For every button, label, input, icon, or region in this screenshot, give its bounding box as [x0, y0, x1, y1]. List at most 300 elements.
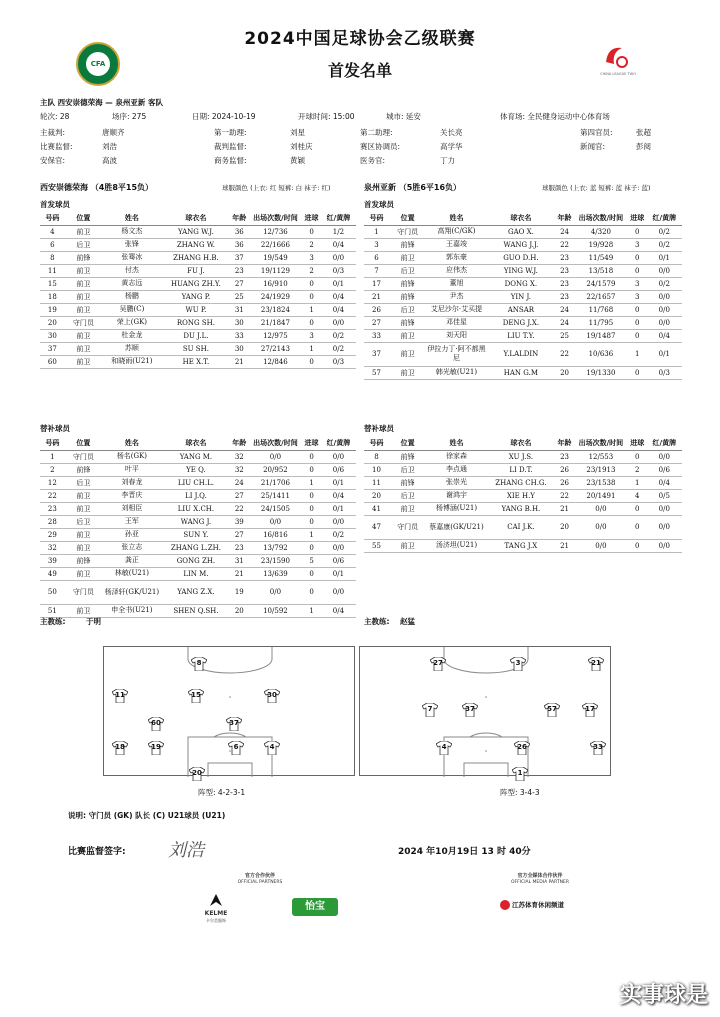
- player-cell: 前卫: [65, 342, 102, 355]
- player-cell: 50: [40, 580, 65, 604]
- player-cell: 41: [364, 502, 389, 515]
- player-cell: 杨泽轩(GK/U21): [102, 580, 162, 604]
- player-cell: 前卫: [65, 541, 102, 554]
- league-title: 2024中国足球协会乙级联赛: [244, 29, 476, 49]
- player-cell: 33: [230, 329, 249, 342]
- player-cell: 吴鹏(C): [102, 303, 162, 316]
- official-name: 刘浩: [102, 142, 117, 151]
- player-cell: 2: [40, 463, 65, 476]
- player-cell: 23: [230, 541, 249, 554]
- player-cell: 0/0: [647, 502, 682, 515]
- player-cell: 22: [555, 489, 574, 502]
- column-header: 进球: [628, 212, 647, 225]
- player-cell: 蔡嘉康(GK/U21): [426, 515, 486, 539]
- home-coach-label: 主教练:: [40, 617, 66, 626]
- player-cell: 20: [555, 515, 574, 539]
- player-shirt-icon: [228, 741, 244, 755]
- player-cell: 前锋: [389, 450, 426, 463]
- player-cell: 0: [302, 450, 321, 463]
- player-cell: 0: [302, 225, 321, 238]
- player-cell: 0: [628, 366, 647, 379]
- player-cell: YANG W.J.: [162, 225, 230, 238]
- player-cell: ZHANG L.ZH.: [162, 541, 230, 554]
- player-cell: GAO X.: [487, 225, 556, 238]
- column-header: 红/黄牌: [647, 437, 682, 450]
- player-cell: 1: [364, 225, 389, 238]
- player-shirt-icon: [588, 657, 604, 671]
- player-cell: 20: [40, 316, 65, 329]
- home-team-title: 西安崇德荣海 （4胜8平15负）: [40, 183, 154, 192]
- player-cell: 守门员: [389, 225, 426, 238]
- player-cell: 10: [364, 463, 389, 476]
- player-shirt-icon: [148, 741, 164, 755]
- player-cell: 2: [302, 264, 321, 277]
- player-cell: 0: [302, 290, 321, 303]
- player-cell: YING W.J.: [487, 264, 556, 277]
- player-cell: 0/0: [574, 515, 628, 539]
- player-row: [364, 539, 682, 552]
- partner1-en: OFFICIAL PARTNERS: [237, 880, 283, 885]
- player-cell: 12: [40, 476, 65, 489]
- column-header: 号码: [40, 212, 65, 225]
- player-cell: 21: [364, 290, 389, 303]
- player-cell: 17: [364, 277, 389, 290]
- shirt-number: 60: [151, 719, 161, 727]
- player-cell: 前卫: [389, 539, 426, 552]
- player-cell: HE X.T.: [162, 355, 230, 368]
- player-cell: 前卫: [65, 604, 102, 617]
- player-cell: 董旭: [426, 277, 486, 290]
- player-row: [364, 238, 682, 251]
- player-cell: 谢鸿宇: [426, 489, 486, 502]
- column-header: 出场次数/时间: [249, 212, 303, 225]
- player-cell: 杨文杰: [102, 225, 162, 238]
- teams-line: 主队 西安崇德荣海 — 泉州亚新 客队: [40, 98, 163, 107]
- player-cell: 3: [628, 277, 647, 290]
- player-cell: 刘相臣: [102, 502, 162, 515]
- player-cell: 龚正: [102, 554, 162, 567]
- player-row: [40, 225, 356, 238]
- player-cell: 27: [230, 277, 249, 290]
- column-header: 球衣名: [487, 212, 556, 225]
- official-name: 刘星: [290, 128, 305, 137]
- player-row: [364, 316, 682, 329]
- player-cell: 22: [230, 502, 249, 515]
- player-cell: LI J.Q.: [162, 489, 230, 502]
- player-cell: 0: [628, 251, 647, 264]
- player-cell: 0/1: [321, 476, 356, 489]
- player-cell: 21: [555, 502, 574, 515]
- player-cell: 守门员: [65, 450, 102, 463]
- player-shirt-icon: [148, 717, 164, 731]
- player-row: [364, 277, 682, 290]
- player-cell: 36: [230, 238, 249, 251]
- player-cell: 0/0: [321, 450, 356, 463]
- player-cell: 0/0: [249, 580, 303, 604]
- column-header: 姓名: [102, 212, 162, 225]
- player-shirt-icon: [512, 767, 528, 781]
- player-cell: 32: [40, 541, 65, 554]
- column-header: 姓名: [426, 212, 486, 225]
- player-shirt-icon: [189, 767, 205, 781]
- player-cell: 16/816: [249, 528, 303, 541]
- player-cell: 36: [230, 225, 249, 238]
- player-cell: 孙亚: [102, 528, 162, 541]
- column-header: 位置: [389, 437, 426, 450]
- column-header: 年龄: [555, 212, 574, 225]
- shirt-number: 4: [441, 743, 447, 751]
- player-row: [364, 476, 682, 489]
- column-header: 出场次数/时间: [574, 437, 628, 450]
- player-cell: 叶平: [102, 463, 162, 476]
- player-cell: 11/768: [574, 303, 628, 316]
- player-cell: 郭东豪: [426, 251, 486, 264]
- home-coach: 于明: [86, 617, 101, 626]
- player-cell: ANSAR: [487, 303, 556, 316]
- player-cell: 26: [364, 303, 389, 316]
- player-cell: 前锋: [65, 463, 102, 476]
- shirt-number: 20: [192, 769, 202, 777]
- home-subs-table: [40, 437, 356, 618]
- column-header: 进球: [302, 212, 321, 225]
- player-cell: YANG B.H.: [487, 502, 556, 515]
- player-cell: 荣上(GK): [102, 316, 162, 329]
- player-row: [40, 450, 356, 463]
- player-cell: 0: [628, 303, 647, 316]
- player-cell: 0: [302, 489, 321, 502]
- player-cell: 29: [40, 528, 65, 541]
- player-row: [364, 290, 682, 303]
- player-shirt-icon: [188, 689, 204, 703]
- player-cell: 22: [40, 489, 65, 502]
- official-name: 高学华: [440, 142, 463, 151]
- partner1-cn: 官方合作伙伴: [244, 873, 275, 879]
- player-cell: 0/4: [321, 290, 356, 303]
- player-cell: 0/2: [321, 342, 356, 355]
- player-shirt-icon: [422, 703, 438, 717]
- player-cell: 37: [364, 342, 389, 366]
- away-starters-table: [364, 212, 682, 380]
- cfa-logo-text: CFA: [86, 52, 110, 76]
- player-cell: 守门员: [65, 580, 102, 604]
- player-cell: 25: [230, 290, 249, 303]
- official-name: 刘桂庆: [290, 142, 313, 151]
- official-role: 第四官员:: [580, 128, 613, 137]
- player-cell: TANG J.X: [487, 539, 556, 552]
- player-cell: 守门员: [65, 316, 102, 329]
- player-cell: 51: [40, 604, 65, 617]
- official-name: 唐顺齐: [102, 128, 125, 137]
- player-row: [40, 342, 356, 355]
- player-cell: 6: [40, 238, 65, 251]
- player-cell: 19: [40, 303, 65, 316]
- player-shirt-icon: [436, 741, 452, 755]
- player-cell: 1: [302, 476, 321, 489]
- column-header: 姓名: [426, 437, 486, 450]
- player-row: [40, 476, 356, 489]
- official-role: 比赛监督:: [40, 142, 73, 151]
- player-cell: 守门员: [389, 515, 426, 539]
- player-shirt-icon: [582, 703, 598, 717]
- player-row: [364, 264, 682, 277]
- player-cell: 1: [628, 342, 647, 366]
- player-cell: 57: [364, 366, 389, 379]
- column-header: 红/黄牌: [647, 212, 682, 225]
- player-cell: 24/1505: [249, 502, 303, 515]
- sign-label: 比赛监督签字:: [68, 847, 126, 857]
- shirt-number: 30: [267, 691, 277, 699]
- partner2-cn: 官方全媒体合作伙伴: [517, 873, 563, 879]
- player-cell: 刘天阳: [426, 329, 486, 342]
- player-row: [364, 342, 682, 366]
- player-cell: 21: [555, 539, 574, 552]
- shirt-number: 21: [591, 659, 601, 667]
- player-cell: 前卫: [65, 303, 102, 316]
- player-cell: 前卫: [65, 528, 102, 541]
- shirt-number: 15: [191, 691, 201, 699]
- player-row: [40, 502, 356, 515]
- official-role: 赛区协调员:: [360, 142, 401, 151]
- away-subs-label: 替补球员: [364, 424, 394, 433]
- player-cell: 23: [555, 290, 574, 303]
- player-cell: 15: [40, 277, 65, 290]
- yibao-logo: 怡宝: [292, 898, 338, 916]
- official-name: 张超: [636, 128, 651, 137]
- player-row: [40, 528, 356, 541]
- player-cell: 0: [628, 539, 647, 552]
- column-header: 进球: [628, 437, 647, 450]
- player-cell: 0: [628, 450, 647, 463]
- column-header: 球衣名: [487, 437, 556, 450]
- player-cell: 24: [555, 225, 574, 238]
- player-cell: 0: [302, 502, 321, 515]
- jiangsu-logo-text: 江苏体育休闲频道: [512, 901, 564, 909]
- player-cell: DU J.L.: [162, 329, 230, 342]
- player-cell: 0/0: [321, 316, 356, 329]
- player-cell: 0/4: [647, 476, 682, 489]
- away-coach-label: 主教练:: [364, 617, 390, 626]
- player-cell: 27: [230, 528, 249, 541]
- player-cell: 前卫: [65, 264, 102, 277]
- player-cell: 24: [230, 476, 249, 489]
- player-cell: 4: [628, 489, 647, 502]
- player-cell: 0: [628, 502, 647, 515]
- player-cell: 30: [230, 316, 249, 329]
- player-cell: 前卫: [65, 329, 102, 342]
- official-role: 裁判监督:: [214, 142, 247, 151]
- away-subs-table: [364, 437, 682, 553]
- player-cell: 0/0: [321, 251, 356, 264]
- legend-note: 说明: 守门员 (GK) 队长 (C) U21球员 (U21): [68, 811, 226, 820]
- player-row: [364, 251, 682, 264]
- player-cell: 前卫: [389, 251, 426, 264]
- player-cell: 0: [302, 277, 321, 290]
- player-cell: 25/1411: [249, 489, 303, 502]
- player-cell: 21: [230, 567, 249, 580]
- city-label: 城市: 延安: [386, 112, 421, 121]
- player-cell: 3: [628, 238, 647, 251]
- player-cell: 林敏(U21): [102, 567, 162, 580]
- player-cell: 邓佳星: [426, 316, 486, 329]
- player-cell: 0: [628, 515, 647, 539]
- player-cell: 60: [40, 355, 65, 368]
- player-row: [40, 251, 356, 264]
- player-row: [40, 489, 356, 502]
- supervisor-signature: 刘浩: [168, 840, 204, 861]
- player-cell: FU J.: [162, 264, 230, 277]
- player-cell: 26: [555, 463, 574, 476]
- player-row: [40, 303, 356, 316]
- player-cell: 13/792: [249, 541, 303, 554]
- player-cell: 55: [364, 539, 389, 552]
- player-cell: 李晋庆: [102, 489, 162, 502]
- player-cell: 徐家森: [426, 450, 486, 463]
- player-cell: 杨鹏: [102, 290, 162, 303]
- player-cell: 前锋: [65, 554, 102, 567]
- player-cell: 22/1666: [249, 238, 303, 251]
- player-cell: 后卫: [389, 489, 426, 502]
- player-cell: 0/4: [321, 303, 356, 316]
- player-row: [40, 463, 356, 476]
- official-role: 安保官:: [40, 156, 66, 165]
- player-cell: 0/0: [647, 450, 682, 463]
- player-cell: ZHANG H.B.: [162, 251, 230, 264]
- player-cell: 24/1929: [249, 290, 303, 303]
- player-cell: ZHANG CH.G.: [487, 476, 556, 489]
- player-cell: 0: [628, 316, 647, 329]
- player-cell: 前锋: [389, 290, 426, 303]
- player-cell: 0/1: [321, 502, 356, 515]
- column-header: 位置: [65, 212, 102, 225]
- player-cell: CAI J.K.: [487, 515, 556, 539]
- player-cell: 前锋: [389, 316, 426, 329]
- player-row: [40, 264, 356, 277]
- player-cell: 3: [628, 290, 647, 303]
- shirt-number: 57: [547, 705, 557, 713]
- player-row: [364, 225, 682, 238]
- player-row: [40, 355, 356, 368]
- player-cell: 后卫: [65, 238, 102, 251]
- player-cell: 25: [555, 329, 574, 342]
- player-cell: 0/0: [647, 290, 682, 303]
- player-shirt-icon: [462, 703, 478, 717]
- player-cell: 杜金龙: [102, 329, 162, 342]
- player-cell: 19: [230, 580, 249, 604]
- player-shirt-icon: [514, 741, 530, 755]
- player-cell: 33: [364, 329, 389, 342]
- cfa-logo: [76, 42, 120, 86]
- player-cell: 0/0: [647, 303, 682, 316]
- player-cell: WU P.: [162, 303, 230, 316]
- player-cell: YANG M.: [162, 450, 230, 463]
- player-cell: 37: [230, 251, 249, 264]
- player-cell: 27: [364, 316, 389, 329]
- player-cell: 13/518: [574, 264, 628, 277]
- player-cell: 22: [555, 342, 574, 366]
- away-team-title: 泉州亚新 （5胜6平16负）: [364, 183, 462, 192]
- column-header: 号码: [364, 437, 389, 450]
- player-cell: 19/928: [574, 238, 628, 251]
- player-row: [364, 450, 682, 463]
- player-row: [364, 515, 682, 539]
- player-cell: 申全书(U21): [102, 604, 162, 617]
- player-row: [40, 541, 356, 554]
- player-cell: 31: [230, 303, 249, 316]
- shirt-number: 7: [427, 705, 433, 713]
- player-cell: LI D.T.: [487, 463, 556, 476]
- player-cell: 13/639: [249, 567, 303, 580]
- round-label: 轮次: 28: [40, 112, 70, 121]
- player-cell: 0/4: [647, 329, 682, 342]
- league-logo-text: CHINA LEAGUE TWO: [600, 72, 636, 76]
- player-cell: GUO D.H.: [487, 251, 556, 264]
- player-cell: 23: [555, 450, 574, 463]
- date-label: 日期: 2024-10-19: [192, 112, 256, 121]
- player-cell: 0/1: [321, 277, 356, 290]
- away-pitch: [359, 646, 611, 776]
- player-shirt-icon: [191, 657, 207, 671]
- away-formation: 阵型: 3-4-3: [500, 788, 540, 797]
- player-cell: 前锋: [389, 238, 426, 251]
- player-cell: 23: [230, 264, 249, 277]
- column-header: 位置: [65, 437, 102, 450]
- player-cell: 和晓雨(U21): [102, 355, 162, 368]
- player-cell: 前卫: [65, 502, 102, 515]
- player-cell: 23: [555, 277, 574, 290]
- player-cell: 5: [302, 554, 321, 567]
- venue-label: 体育场: 全民健身运动中心体育场: [500, 112, 610, 121]
- player-cell: ZHANG W.: [162, 238, 230, 251]
- league-logo: [600, 42, 634, 72]
- column-header: 球衣名: [162, 437, 230, 450]
- player-cell: 26: [555, 476, 574, 489]
- player-cell: 0/3: [647, 366, 682, 379]
- column-header: 进球: [302, 437, 321, 450]
- column-header: 红/黄牌: [321, 437, 356, 450]
- shirt-number: 27: [433, 659, 443, 667]
- player-cell: 24: [555, 303, 574, 316]
- column-header: 位置: [389, 212, 426, 225]
- player-cell: 11/795: [574, 316, 628, 329]
- player-cell: 32: [230, 463, 249, 476]
- player-cell: 20: [555, 366, 574, 379]
- player-cell: 后卫: [389, 303, 426, 316]
- player-shirt-icon: [112, 741, 128, 755]
- player-cell: 1: [302, 342, 321, 355]
- player-cell: 3: [302, 329, 321, 342]
- column-header: 红/黄牌: [321, 212, 356, 225]
- player-cell: 张崇光: [426, 476, 486, 489]
- player-shirt-icon: [264, 689, 280, 703]
- player-cell: SHEN Q.SH.: [162, 604, 230, 617]
- official-role: 新闻官:: [580, 142, 606, 151]
- player-cell: 前卫: [389, 329, 426, 342]
- player-shirt-icon: [544, 703, 560, 717]
- player-cell: SUN Y.: [162, 528, 230, 541]
- player-row: [40, 515, 356, 528]
- shirt-number: 19: [151, 743, 161, 751]
- player-cell: 汤济坦(U21): [426, 539, 486, 552]
- away-kit: 球服颜色 (上衣: 蓝 短裤: 蓝 袜子: 蓝): [542, 184, 651, 192]
- player-cell: 黄志远: [102, 277, 162, 290]
- player-cell: 12/975: [249, 329, 303, 342]
- player-cell: 刘春龙: [102, 476, 162, 489]
- column-header: 年龄: [555, 437, 574, 450]
- official-role: 第一助理:: [214, 128, 247, 137]
- player-cell: 18: [40, 290, 65, 303]
- home-starters-label: 首发球员: [40, 200, 70, 209]
- player-cell: 0/1: [321, 567, 356, 580]
